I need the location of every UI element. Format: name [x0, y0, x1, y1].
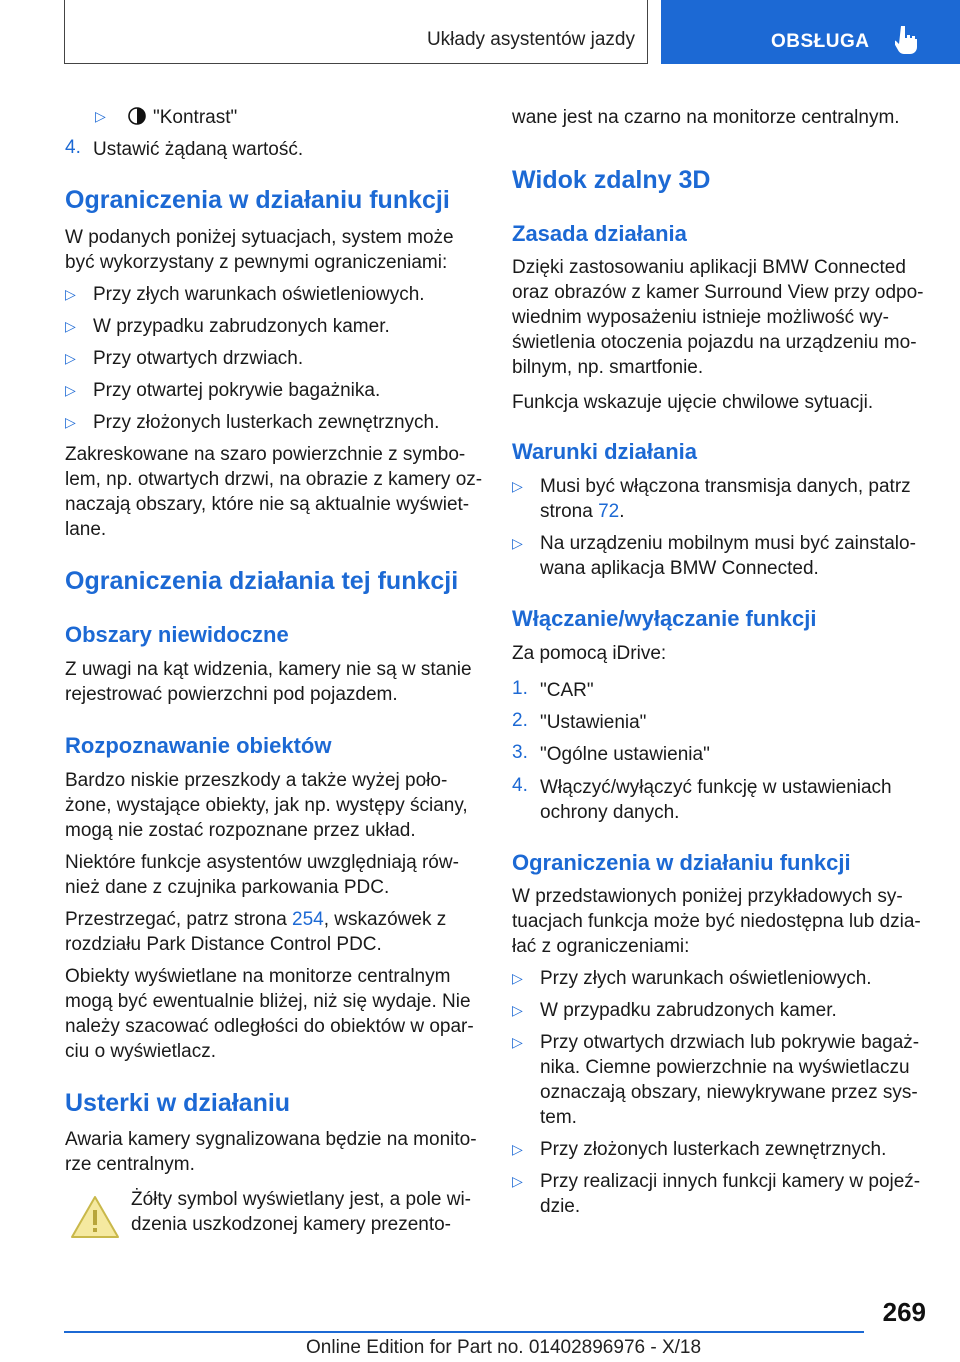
paragraph-line: lane.: [65, 519, 107, 540]
list-item: nika. Ciemne powierzchnie na wyświetlaczu: [540, 1057, 910, 1078]
paragraph-line: naczają obszary, które nie są aktualnie wyświet-: [65, 494, 470, 515]
paragraph-line: Awaria kamery sygnalizowana będzie na monito-: [65, 1129, 477, 1150]
warning-triangle-icon: [69, 1194, 121, 1240]
step-number: 4.: [65, 137, 81, 158]
bullet-marker: ▷: [512, 535, 523, 551]
paragraph-line: wiednim wyposażeniu istnieje możliwość wy-: [512, 307, 889, 328]
section-title: Układy asystentów jazdy: [426, 29, 635, 50]
heading-limits-function: Ograniczenia działania tej funkcji: [65, 567, 459, 595]
list-item: Przy złożonych lusterkach zewnętrznych.: [93, 412, 440, 433]
list-item: oznaczają obszary, niewykrywane przez sys-: [540, 1082, 918, 1103]
bullet-marker: ▷: [512, 1002, 523, 1018]
paragraph-line: nież dane z czujnika parkowania PDC.: [65, 877, 390, 898]
step-text: Ustawić żądaną wartość.: [93, 139, 304, 160]
paragraph-line: rozdziału Park Distance Control PDC.: [65, 934, 382, 955]
bullet-marker: ▷: [512, 970, 523, 986]
paragraph-line: Niektóre funkcje asystentów uwzględniają rów-: [65, 852, 459, 873]
paragraph-line: W podanych poniżej sytuacjach, system może: [65, 227, 454, 248]
page-link-254[interactable]: 254: [292, 909, 324, 930]
warning-text: dzenia uszkodzonej kamery prezento-: [131, 1214, 452, 1235]
list-item: W przypadku zabrudzonych kamer.: [93, 316, 390, 337]
pointing-hand-icon: [895, 24, 921, 54]
heading-invisible-areas: Obszary niewidoczne: [65, 622, 289, 647]
step-number: 1.: [512, 678, 528, 699]
list-item: tem.: [540, 1107, 577, 1128]
heading-remote-view-3d: Widok zdalny 3D: [512, 166, 711, 194]
step-text: "CAR": [540, 680, 594, 701]
bullet-marker: ▷: [512, 1034, 523, 1050]
step-number: 4.: [512, 775, 528, 796]
paragraph-line: ciu o wyświetlacz.: [65, 1041, 216, 1062]
bullet-marker: ▷: [95, 108, 106, 124]
page-link-72[interactable]: 72: [598, 501, 620, 522]
paragraph-line: Przestrzegać, patrz strona 254, wskazówek z: [65, 909, 447, 930]
footer-divider: [64, 1331, 864, 1333]
paragraph-line: Funkcja wskazuje ujęcie chwilowe sytuacji.: [512, 392, 874, 413]
paragraph-line: Dzięki zastosowaniu aplikacji BMW Connected: [512, 257, 906, 278]
step-text: Włączyć/wyłączyć funkcję w ustawieniach: [540, 777, 892, 798]
step-number: 3.: [512, 742, 528, 763]
paragraph-line: mogą nie zostać rozpoznane przez układ.: [65, 820, 416, 841]
heading-object-recognition: Rozpoznawanie obiektów: [65, 733, 332, 758]
contrast-label: "Kontrast": [153, 107, 238, 128]
paragraph-line: Za pomocą iDrive:: [512, 643, 667, 664]
heading-limits: Ograniczenia w działaniu funkcji: [65, 186, 450, 214]
paragraph-line: oraz obrazów z kamer Surround View przy odpo-: [512, 282, 924, 303]
list-item: W przypadku zabrudzonych kamer.: [540, 1000, 837, 1021]
bullet-marker: ▷: [512, 478, 523, 494]
bullet-marker: ▷: [65, 382, 76, 398]
paragraph-line: rze centralnym.: [65, 1154, 195, 1175]
paragraph-line: tuacjach funkcja może być niedostępna lub dzia-: [512, 911, 921, 932]
step-text: "Ustawienia": [540, 712, 647, 733]
page-number: 269: [882, 1297, 926, 1327]
paragraph-line: Obiekty wyświetlane na monitorze centralnym: [65, 966, 451, 987]
paragraph-line: mogą być ewentualnie bliżej, niż się wydaje. Nie: [65, 991, 471, 1012]
bullet-marker: ▷: [512, 1173, 523, 1189]
tab-obsluga[interactable]: [661, 0, 960, 64]
warning-text: Żółty symbol wyświetlany jest, a pole wi-: [131, 1189, 471, 1210]
heading-limits: Ograniczenia w działaniu funkcji: [512, 850, 851, 875]
paragraph-line: łać z ograniczeniami:: [512, 936, 690, 957]
list-item: wana aplikacja BMW Connected.: [540, 558, 819, 579]
list-item: Przy złych warunkach oświetleniowych.: [540, 968, 872, 989]
list-item: Przy złożonych lusterkach zewnętrznych.: [540, 1139, 887, 1160]
heading-principle: Zasada działania: [512, 221, 687, 246]
list-item: Przy realizacji innych funkcji kamery w pojeź-: [540, 1171, 921, 1192]
bullet-marker: ▷: [512, 1141, 523, 1157]
heading-toggle-function: Włączanie/wyłączanie funkcji: [512, 606, 817, 631]
list-item: Na urządzeniu mobilnym musi być zainstalo-: [540, 533, 916, 554]
step-number: 2.: [512, 710, 528, 731]
tab-label: OBSŁUGA: [771, 31, 870, 52]
list-item: strona 72.: [540, 501, 625, 522]
paragraph-line: żone, wystające obiekty, jak np. występy ściany,: [65, 795, 468, 816]
list-item: Przy otwartych drzwiach.: [93, 348, 304, 369]
contrast-icon: [128, 107, 146, 125]
step-text: "Ogólne ustawienia": [540, 744, 710, 765]
bullet-marker: ▷: [65, 414, 76, 430]
footer-edition: Online Edition for Part no. 01402896976 - X/18: [306, 1337, 702, 1358]
heading-conditions: Warunki działania: [512, 439, 698, 464]
paragraph-line: lem, np. otwartych drzwi, na obrazie z kamery oz-: [65, 469, 483, 490]
header-section-box: [64, 0, 648, 64]
paragraph-line: być wykorzystany z pewnymi ograniczeniami:: [65, 252, 448, 273]
paragraph-line: świetlenia otoczenia pojazdu na urządzeniu mo-: [512, 332, 917, 353]
bullet-marker: ▷: [65, 318, 76, 334]
paragraph-line: rejestrować powierzchni pod pojazdem.: [65, 684, 398, 705]
list-item: Musi być włączona transmisja danych, patrz: [540, 476, 911, 497]
list-item: Przy otwartych drzwiach lub pokrywie bagaż-: [540, 1032, 920, 1053]
heading-faults: Usterki w działaniu: [65, 1089, 291, 1117]
step-text: ochrony danych.: [540, 802, 680, 823]
paragraph-line: bilnym, np. smartfonie.: [512, 357, 704, 378]
paragraph-line: wane jest na czarno na monitorze centralnym.: [512, 107, 900, 128]
paragraph-line: Zakreskowane na szaro powierzchnie z symbo-: [65, 444, 466, 465]
bullet-marker: ▷: [65, 286, 76, 302]
list-item: dzie.: [540, 1196, 581, 1217]
bullet-marker: ▷: [65, 350, 76, 366]
list-item: Przy złych warunkach oświetleniowych.: [93, 284, 425, 305]
paragraph-line: W przedstawionych poniżej przykładowych sy-: [512, 886, 903, 907]
paragraph-line: Bardzo niskie przeszkody a także wyżej poło-: [65, 770, 448, 791]
paragraph-line: Z uwagi na kąt widzenia, kamery nie są w stanie: [65, 659, 472, 680]
paragraph-line: należy szacować odległości do obiektów w opar-: [65, 1016, 474, 1037]
list-item: Przy otwartej pokrywie bagażnika.: [93, 380, 381, 401]
